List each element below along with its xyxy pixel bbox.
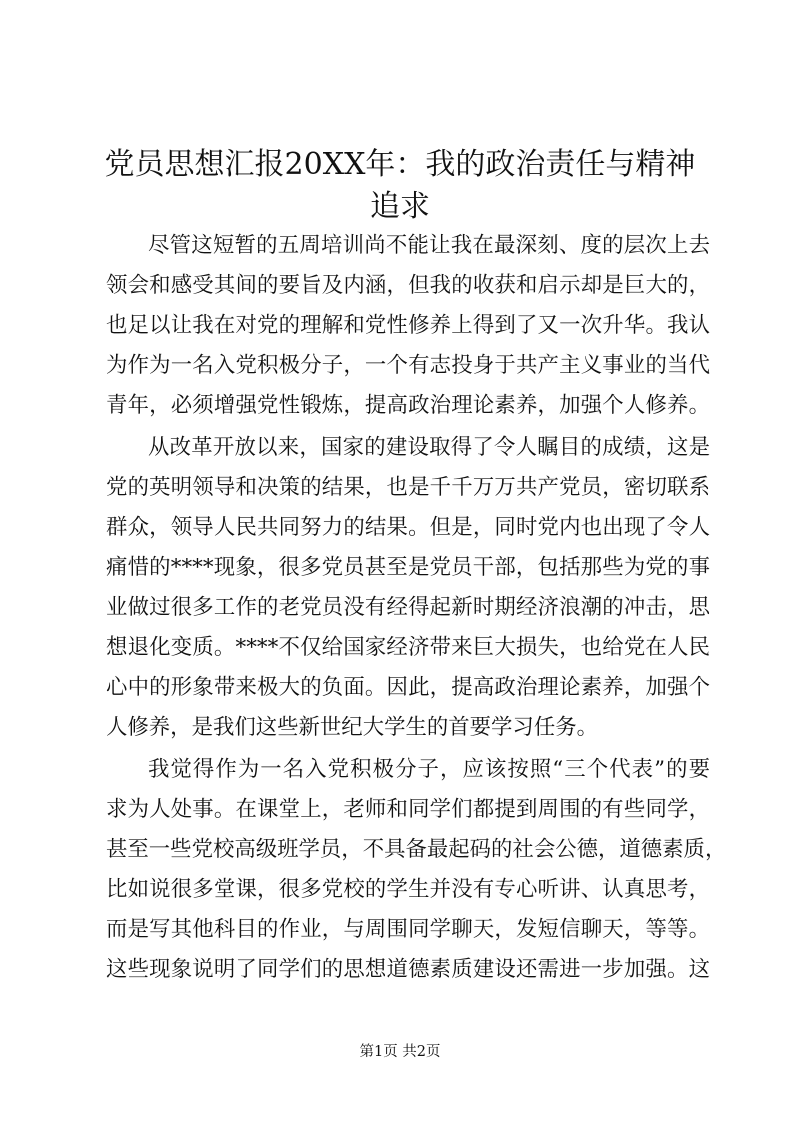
paragraph-line: 人修养，是我们这些新世纪大学生的首要学习任务。 bbox=[106, 715, 598, 740]
paragraph-line: 求为人处事。在课堂上，老师和同学们都提到周围的有些同学， bbox=[106, 797, 710, 822]
paragraph-line: 比如说很多堂课，很多党校的学生并没有专心听讲、认真思考， bbox=[106, 877, 710, 902]
paragraph-line: 我觉得作为一名入党积极分子，应该按照“三个代表”的要 bbox=[148, 757, 710, 782]
paragraph-line: 甚至一些党校高级班学员，不具备最起码的社会公德，道德素质， bbox=[106, 837, 727, 862]
paragraph-line: 尽管这短暂的五周培训尚不能让我在最深刻、度的层次上去 bbox=[148, 233, 710, 258]
paragraph-line: 想退化变质。****不仅给国家经济带来巨大损失，也给党在人民 bbox=[106, 635, 710, 660]
page-number-footer: 第1页 共2页 bbox=[359, 1044, 441, 1060]
paragraph-line: 领会和感受其间的要旨及内涵，但我的收获和启示却是巨大的， bbox=[106, 273, 710, 298]
paragraph-line: 这些现象说明了同学们的思想道德素质建设还需进一步加强。这 bbox=[106, 957, 710, 982]
paragraph-line: 党的英明领导和决策的结果，也是千千万万共产党员，密切联系 bbox=[106, 475, 710, 500]
paragraph-line: 心中的形象带来极大的负面。因此，提高政治理论素养，加强个 bbox=[106, 675, 710, 700]
paragraph-line: 青年，必须增强党性锻炼，提高政治理论素养，加强个人修养。 bbox=[106, 393, 710, 418]
document-title-line-1: 党员思想汇报20XX年：我的政治责任与精神 bbox=[104, 147, 696, 182]
paragraph-line: 业做过很多工作的老党员没有经得起新时期经济浪潮的冲击，思 bbox=[106, 595, 710, 620]
paragraph-line: 群众，领导人民共同努力的结果。但是，同时党内也出现了令人 bbox=[106, 515, 710, 540]
paragraph-line: 痛惜的****现象，很多党员甚至是党员干部，包括那些为党的事 bbox=[106, 555, 710, 580]
paragraph-line: 而是写其他科目的作业，与周围同学聊天，发短信聊天，等等。 bbox=[106, 917, 710, 942]
document-title-line-2: 追求 bbox=[370, 189, 430, 224]
paragraph-line: 也足以让我在对党的理解和党性修养上得到了又一次升华。我认 bbox=[106, 313, 710, 338]
paragraph-line: 为作为一名入党积极分子，一个有志投身于共产主义事业的当代 bbox=[106, 353, 710, 378]
paragraph-line: 从改革开放以来，国家的建设取得了令人瞩目的成绩，这是 bbox=[148, 435, 710, 460]
